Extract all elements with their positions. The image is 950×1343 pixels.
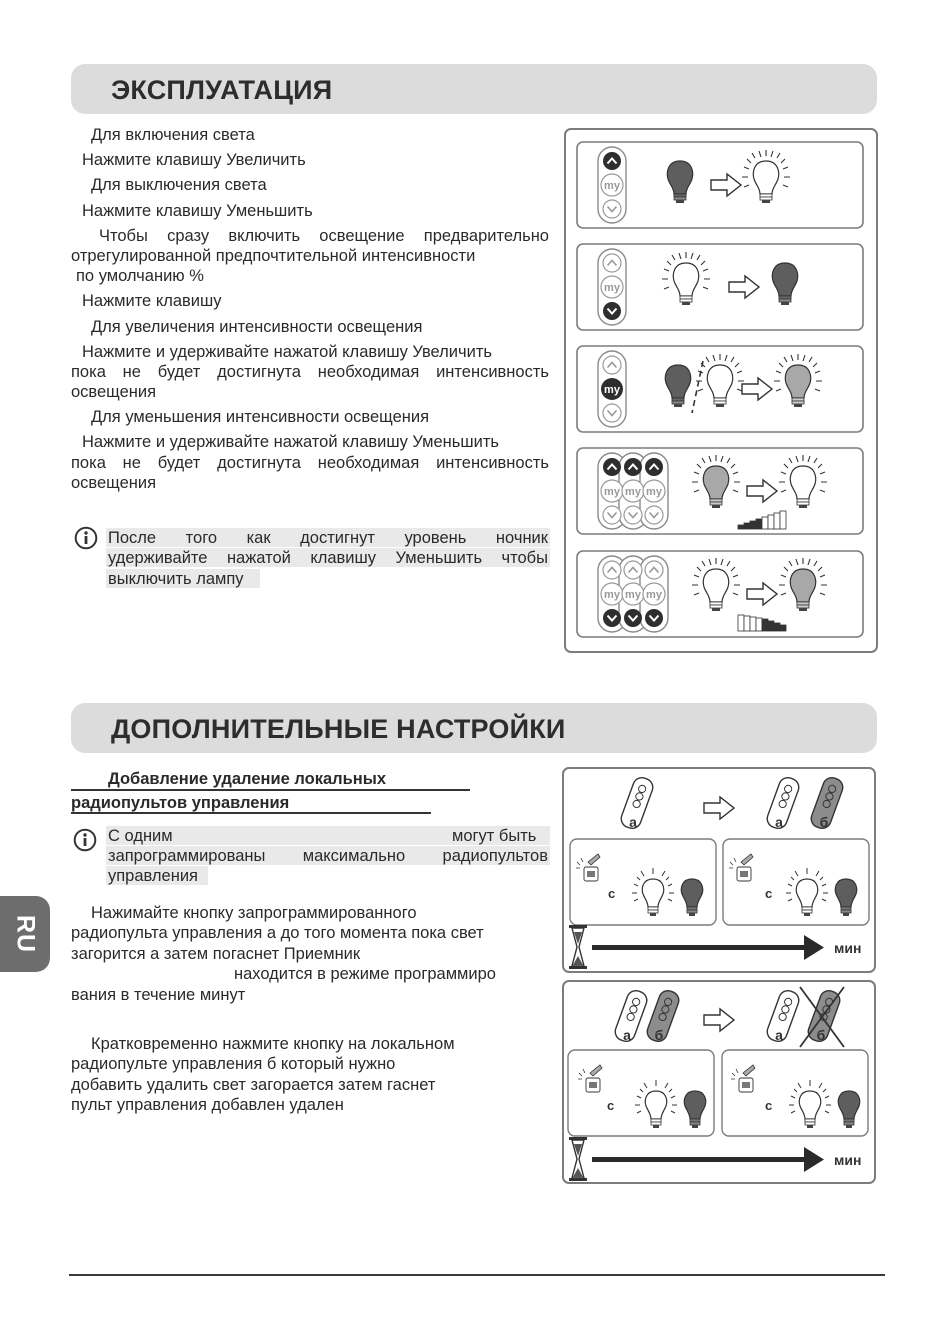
svg-text:мин: мин [834,940,862,956]
language-tab-label: RU [11,914,40,954]
svg-text:а: а [623,1027,631,1043]
instruction-line: пульт управления добавлен удален [71,1096,344,1114]
note-text: удерживайте нажатой клавишу Уменьшить чтобы [108,549,548,567]
instruction-line: по умолчанию % [76,267,204,285]
instruction-line: радиопульте управления б который нужно [71,1055,396,1073]
subsection-title: Добавление удаление локальных [108,770,387,788]
instruction-line: пока не будет достигнута необходимая интенсивность [71,363,549,381]
instruction-line: освещения [71,383,157,401]
instruction-line: вания в течение минут [71,986,246,1004]
svg-text:б: б [819,814,829,830]
note-text: С одним [108,827,173,845]
instruction-line: освещения [71,474,157,492]
svg-text:my: my [604,180,620,192]
footer-rule [69,1274,885,1276]
instruction-line: Нажмите и удерживайте нажатой клавишу Увеличить [82,343,492,361]
instruction-heading: Для увеличения интенсивности освещения [91,318,423,336]
svg-text:а: а [775,814,783,830]
instruction-heading: Чтобы сразу включить освещение предварительно [99,227,549,245]
instruction-line: радиопульта управления а до того момента пока свет [71,924,484,942]
note-text: запрограммированы максимально радиопультов [108,847,548,865]
svg-text:c: c [765,886,773,901]
instruction-line: добавить удалить свет загорается затем гаснет [71,1076,436,1094]
instruction-line: Нажмите клавишу Увеличить [82,151,306,169]
instruction-line: пока не будет достигнута необходимая интенсивность [71,454,549,472]
language-tab [0,896,50,972]
svg-text:а: а [629,814,637,830]
svg-text:my: my [646,486,662,498]
note-text: могут быть [452,827,537,845]
svg-text:c: c [765,1098,773,1113]
settings-diagrams [562,767,876,1183]
info-icon [74,526,98,550]
instruction-line: отрегулированной предпочтительной интенсивности [71,247,476,265]
operation-diagrams [576,141,865,644]
instruction-line: находится в режиме программиро [234,965,496,983]
instruction-line: Нажмите клавишу [82,292,222,310]
svg-text:c: c [607,1098,615,1113]
svg-text:мин: мин [834,1152,862,1168]
svg-text:my: my [604,384,620,396]
section-header-operation [71,64,877,114]
instruction-line: Нажмите клавишу Уменьшить [82,202,313,220]
instruction-heading: Для уменьшения интенсивности освещения [91,408,430,426]
instruction-line: Нажмите и удерживайте нажатой клавишу Уменьшить [82,433,499,451]
svg-text:а: а [775,1027,783,1043]
svg-text:my: my [625,486,641,498]
svg-text:my: my [646,589,662,601]
svg-text:my: my [604,282,620,294]
subsection-title: радиопультов управления [71,794,290,812]
svg-text:my: my [625,589,641,601]
instruction-heading: Для выключения света [91,176,267,194]
instruction-line: Кратковременно нажмите кнопку на локальном [91,1035,455,1053]
svg-text:б: б [816,1027,826,1043]
section-header-settings [71,703,877,753]
svg-text:my: my [604,589,620,601]
instruction-line: загорится а затем погаснет Приемник [71,945,361,963]
instruction-line: Нажимайте кнопку запрограммированного [91,904,417,922]
note-text: После того как достигнут уровень ночник [108,529,548,547]
info-icon [73,828,97,852]
svg-text:б: б [654,1027,664,1043]
note-text: управления [108,867,198,885]
svg-text:my: my [604,486,620,498]
section-title: ЭКСПЛУАТАЦИЯ [111,75,333,105]
note-text: выключить лампу [108,570,244,588]
section-title: ДОПОЛНИТЕЛЬНЫЕ НАСТРОЙКИ [111,714,566,744]
instruction-heading: Для включения света [91,126,255,144]
svg-text:c: c [608,886,616,901]
